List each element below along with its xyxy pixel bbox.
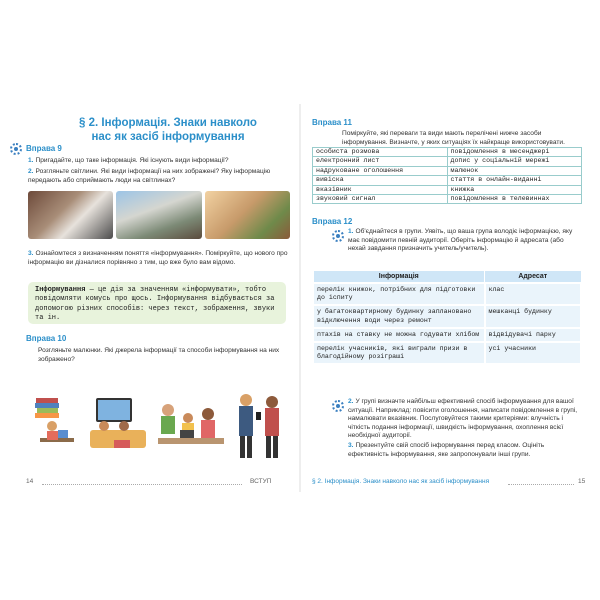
gear-icon (10, 143, 22, 155)
footer-dots (508, 484, 574, 485)
definition-term: Інформування (35, 286, 86, 294)
exercise-9-label: Вправа 9 (26, 144, 62, 153)
definition-box (28, 282, 286, 324)
exercise-12-q2: 2. У групі визначте найбільш ефективний спосіб інформування для вашої ситуації. Наприклад: повісити оголошення, написати повідомлення в групі, намалювати вказівник. Послуговуйтеся такими критеріями: влучність і чіткість подання інформації, швидкість інформування, охоплення всієї необхідної аудиторії. (348, 398, 578, 440)
table-row: перелік учасників, які виграли призи в благодійному розіграші усі учасники (313, 342, 581, 364)
photo-street (116, 191, 201, 239)
media-cell: допис у соціальній мережі (447, 157, 582, 166)
media-cell: вивіска (313, 176, 448, 185)
media-grid (312, 147, 582, 204)
page-number-right: 15 (578, 478, 586, 485)
exercise-12-q3: 3. Презентуйте свій спосіб інформування перед класом. Оцініть ефективність інформування, яке запропонували інші групи. (348, 442, 545, 458)
gear-icon (332, 400, 344, 412)
table-header-recipient: Адресат (485, 271, 581, 284)
exercise-10-text: Розгляньте малюнки. Які джерела інформації та способи інформування на них зображено? (38, 347, 280, 363)
table-row: птахів на ставку не можна годувати хлібом відвідувачі парку (313, 328, 581, 342)
men-with-phone-icon (239, 394, 279, 458)
section-title: § 2. Інформація. Знаки навколо нас як засіб інформування (79, 117, 257, 143)
exercise-11-text: Поміркуйте, які переваги та види мають перелічені нижче засоби інформування. Визначте, у яких ситуаціях їх найкраще використовувати. (342, 130, 565, 146)
media-cell: особиста розмова (313, 148, 448, 157)
media-cell: стаття в онлайн-виданні (447, 176, 582, 185)
exercise-11-label: Вправа 11 (312, 118, 352, 127)
family-tablet-icon (158, 404, 224, 444)
info-recipient-table (312, 270, 582, 365)
media-cell: надруковане оголошення (313, 166, 448, 175)
photo-notice-board (28, 191, 113, 239)
footer-section-left: ВСТУП (250, 478, 272, 485)
photo-strip (28, 191, 290, 239)
left-page (8, 104, 298, 492)
media-cell: звуковий сигнал (313, 195, 448, 204)
books-icon (35, 398, 59, 418)
exercise-12-label: Вправа 12 (312, 217, 353, 226)
illustration-information-sources (30, 380, 292, 470)
table-header-information: Інформація (313, 271, 485, 284)
page-number-left: 14 (26, 478, 34, 485)
photo-people-talking (205, 191, 290, 239)
table-row: перелік книжок, потрібних для підготовки до іспиту клас (313, 283, 581, 305)
exercise-9-q2: 2. Розгляньте світлини. Які види інформації на них зображені? Яку інформацію передають або сприймають люди на світлинах? (28, 168, 271, 184)
footer-dots (42, 484, 242, 485)
media-cell: книжка (447, 185, 582, 194)
exercise-9-q1: 1. Пригадайте, що таке інформація. Які існують види інформації? (28, 157, 229, 164)
exercise-12-q1: 1. Об'єднайтеся в групи. Уявіть, що ваша група володіє інформацією, яку має повідомити певній аудиторії. Оберіть інформацію й адресата (або нехай завдання призначить учитель/учитель). (348, 228, 573, 253)
right-page (302, 104, 592, 492)
gear-icon (332, 230, 344, 242)
media-cell: повідомлення в телевиннах (447, 195, 582, 204)
exercise-9-q3: 3. Ознайомтеся з визначенням поняття «інформування». Поміркуйте, що нового про інформацію ви дізналися порівняно з тим, що вже було вам відомо. (28, 250, 288, 266)
footer-section-right: § 2. Інформація. Знаки навколо нас як засіб інформування (312, 478, 490, 485)
media-cell: вказівник (313, 185, 448, 194)
reading-child-icon (40, 421, 74, 442)
media-cell: електронний лист (313, 157, 448, 166)
media-cell: малюнок (447, 166, 582, 175)
table-row: у багатоквартирному будинку заплановано відключення води через ремонт мешканці будинку (313, 305, 581, 327)
book-spine (299, 104, 301, 492)
tv-scene-icon (90, 398, 146, 448)
exercise-10-label: Вправа 10 (26, 334, 67, 343)
definition-text: — це дія за значенням «інформувати», тобто повідомляти комусь про щось. Інформування відбувається за допомогою різних способів: через текст, зображення, звуки та ін. (35, 286, 275, 323)
media-cell: повідомлення в месенджері (447, 148, 582, 157)
